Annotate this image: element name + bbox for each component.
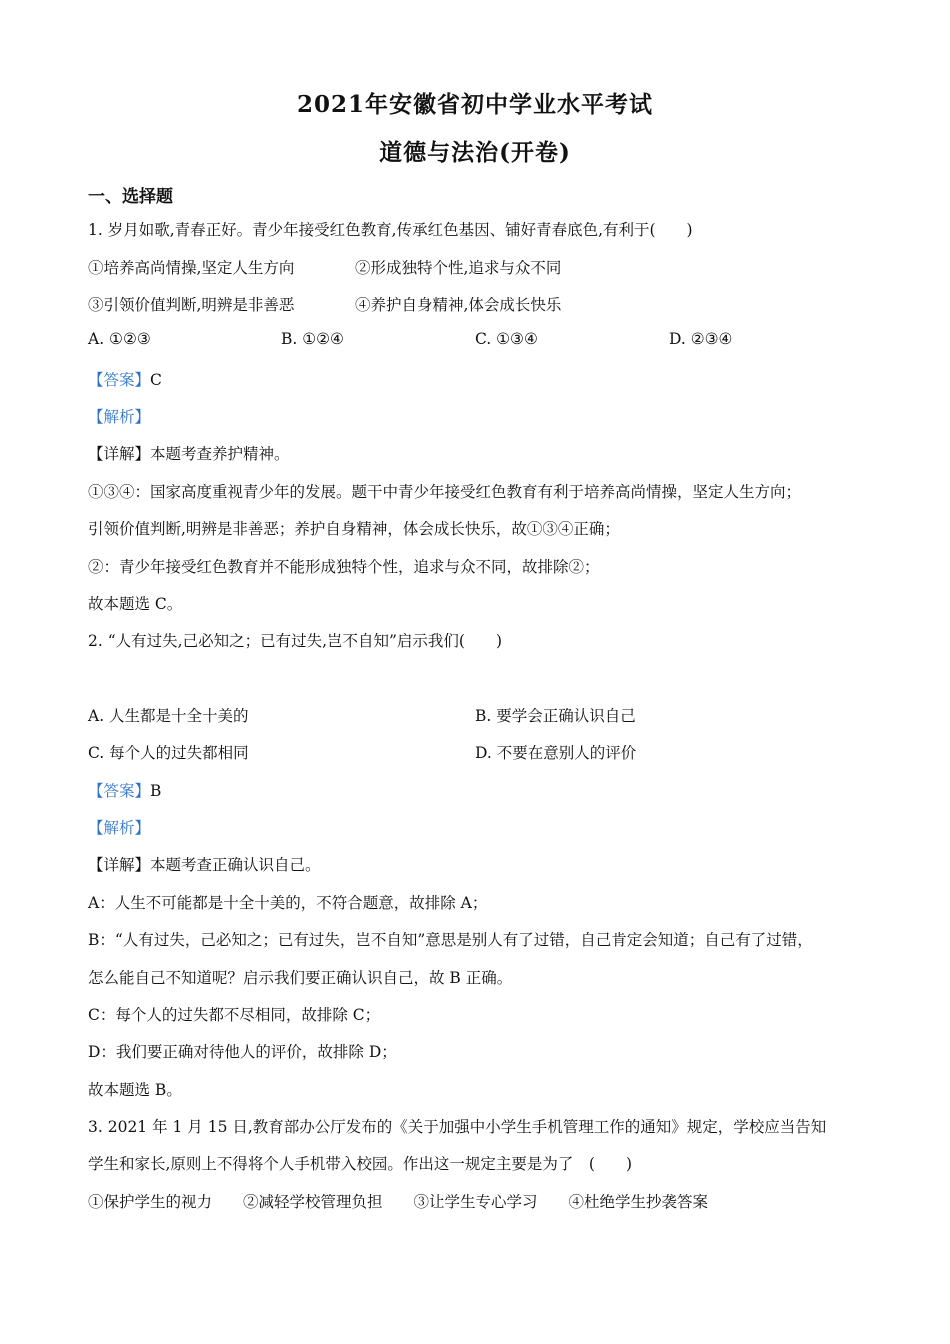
q1-explanation-line-3: ②：青少年接受红色教育并不能形成独特个性，追求与众不同，故排除②； bbox=[88, 558, 600, 576]
q1-option-b: B. ①②④ bbox=[281, 330, 344, 348]
q1-explanation-line-1: ①③④：国家高度重视青少年的发展。题干中青少年接受红色教育有利于培养高尚情操，坚定人生方向； bbox=[88, 483, 802, 501]
q3-stem-line-1: 3. 2021 年 1 月 15 日,教育部办公厅发布的《关于加强中小学生手机管理工作的通知》规定，学校应当告知 bbox=[88, 1118, 827, 1136]
q3-items: ①保护学生的视力 ②减轻学校管理负担 ③让学生专心学习 ④杜绝学生抄袭答案 bbox=[88, 1193, 709, 1211]
q1-item-2: ②形成独特个性,追求与众不同 bbox=[355, 259, 562, 277]
q1-answer-value: C bbox=[150, 371, 162, 389]
q2-stem: 2. “人有过失,己必知之；已有过失,岂不自知”启示我们( ) bbox=[88, 632, 503, 650]
q2-answer bbox=[88, 779, 161, 801]
q1-analysis-tag: 【解析】 bbox=[88, 408, 151, 426]
q1-conclusion: 故本题选 C。 bbox=[88, 595, 183, 613]
q1-answer-tag: 【答案】 bbox=[88, 371, 151, 389]
q2-option-b: B. 要学会正确认识自己 bbox=[475, 707, 636, 725]
q2-explanation-line-2: B：“人有过失，己必知之；已有过失，岂不自知”意思是别人有了过错，自己肯定会知道；自己有了过错， bbox=[88, 931, 813, 949]
q1-detail: 【详解】本题考查养护精神。 bbox=[88, 445, 290, 463]
q2-analysis-tag: 【解析】 bbox=[88, 819, 151, 837]
q2-explanation-line-3: 怎么能自己不知道呢？启示我们要正确认识自己，故 B 正确。 bbox=[88, 969, 513, 987]
q1-option-c: C. ①③④ bbox=[475, 330, 538, 348]
q1-option-d: D. ②③④ bbox=[669, 330, 733, 348]
q2-explanation-line-5: D：我们要正确对待他人的评价，故排除 D； bbox=[88, 1043, 397, 1061]
q1-stem: 1. 岁月如歌,青春正好。青少年接受红色教育,传承红色基因、铺好青春底色,有利于( ) bbox=[88, 221, 693, 239]
document-subtitle: 道德与法治(开卷) bbox=[379, 139, 571, 166]
q1-item-4: ④养护自身精神,体会成长快乐 bbox=[355, 296, 562, 314]
q2-detail: 【详解】本题考查正确认识自己。 bbox=[88, 856, 321, 874]
q2-answer-tag: 【答案】 bbox=[88, 782, 151, 800]
q2-option-a: A. 人生都是十全十美的 bbox=[88, 707, 249, 725]
q2-explanation-line-4: C：每个人的过失都不尽相同，故排除 C； bbox=[88, 1006, 381, 1024]
q2-answer-value: B bbox=[150, 782, 162, 800]
q2-explanation-line-1: A：人生不可能都是十全十美的，不符合题意，故排除 A； bbox=[88, 894, 488, 912]
q2-option-c: C. 每个人的过失都相同 bbox=[88, 744, 249, 762]
section-title: 一、选择题 bbox=[88, 187, 173, 207]
q2-conclusion: 故本题选 B。 bbox=[88, 1081, 182, 1099]
q1-answer bbox=[88, 368, 162, 390]
q1-option-a: A. ①②③ bbox=[88, 330, 151, 348]
q3-stem-line-2: 学生和家长,原则上不得将个人手机带入校园。作出这一规定主要是为了 ( ) bbox=[88, 1155, 633, 1173]
q2-option-d: D. 不要在意别人的评价 bbox=[475, 744, 637, 762]
q1-item-3: ③引领价值判断,明辨是非善恶 bbox=[88, 296, 295, 314]
document-title: 2021年安徽省初中学业水平考试 bbox=[296, 91, 653, 118]
q1-explanation-line-2: 引领价值判断,明辨是非善恶；养护自身精神，体会成长快乐，故①③④正确； bbox=[88, 520, 620, 538]
q1-item-1: ①培养高尚情操,坚定人生方向 bbox=[88, 259, 295, 277]
